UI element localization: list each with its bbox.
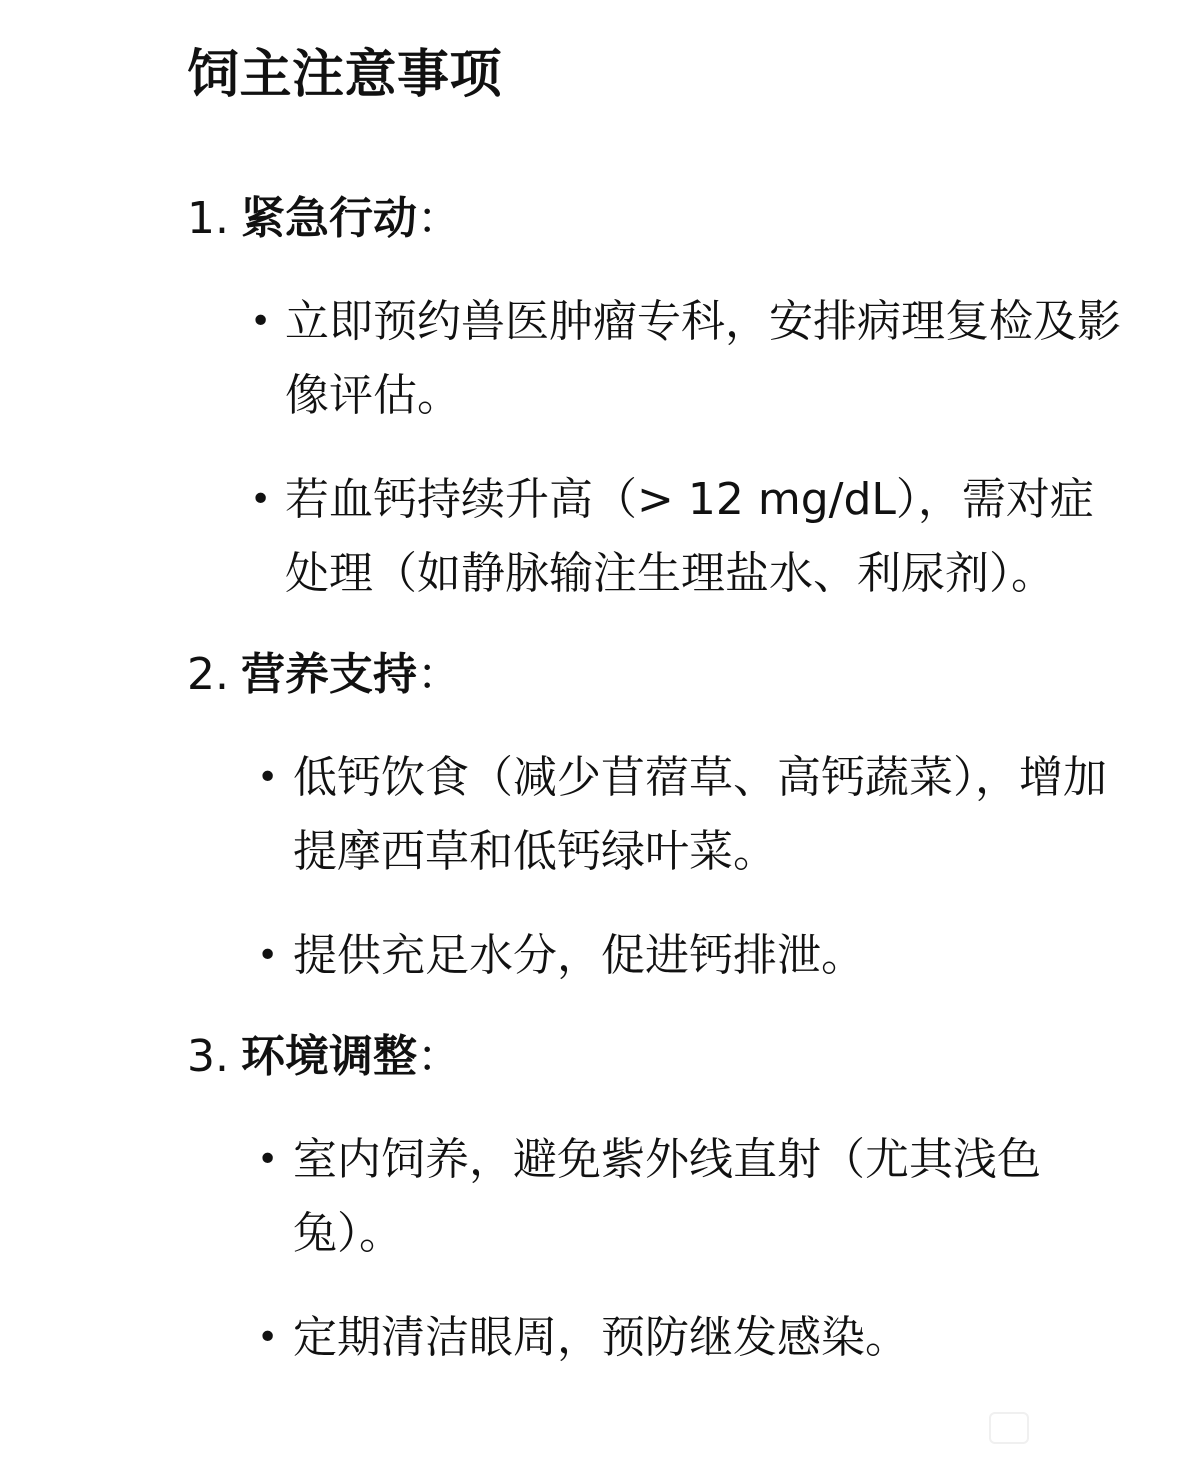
list-item-text: 若血钙持续升高（> 12 mg/dL），需对症处理（如静脉输注生理盐水、利尿剂）。 <box>285 474 1094 599</box>
list-item <box>187 285 1127 433</box>
bullet-icon: • <box>257 1317 279 1358</box>
bullet-icon: • <box>257 935 279 976</box>
section-heading <box>187 189 1127 249</box>
bullet-list <box>187 1123 1127 1375</box>
document-content <box>187 38 1127 1409</box>
section-heading <box>187 645 1127 705</box>
list-item-text: 室内饲养，避免紫外线直射（尤其浅色兔）。 <box>293 1134 1041 1259</box>
section-environment-adjustment <box>187 1027 1127 1375</box>
section-title: 环境调整 <box>240 1031 417 1082</box>
section-colon: ： <box>416 193 461 244</box>
section-number: 1. <box>187 193 229 244</box>
watermark-icon <box>989 1412 1029 1444</box>
list-item-text: 低钙饮食（减少苜蓿草、高钙蔬菜），增加提摩西草和低钙绿叶菜。 <box>293 752 1107 877</box>
bullet-icon: • <box>250 301 272 342</box>
section-number: 3. <box>187 1031 229 1082</box>
list-item <box>187 463 1127 611</box>
section-nutrition-support <box>187 645 1127 993</box>
section-colon: ： <box>416 1031 461 1082</box>
bullet-list <box>187 285 1127 611</box>
list-item <box>187 1123 1127 1271</box>
list-item-text: 提供充足水分，促进钙排泄。 <box>293 930 865 981</box>
section-title: 紧急行动 <box>240 193 417 244</box>
list-item <box>187 919 1127 993</box>
bullet-list <box>187 741 1127 993</box>
section-title: 营养支持 <box>240 649 417 700</box>
list-item <box>187 1301 1127 1375</box>
list-item-text: 定期清洁眼周，预防继发感染。 <box>293 1312 909 1363</box>
section-urgent-action <box>187 189 1127 611</box>
bullet-icon: • <box>250 479 272 520</box>
section-number: 2. <box>187 649 229 700</box>
bullet-icon: • <box>257 757 279 798</box>
page-title: 饲主注意事项 <box>187 45 503 105</box>
list-item <box>187 741 1127 889</box>
bullet-icon: • <box>257 1139 279 1180</box>
list-item-text: 立即预约兽医肿瘤专科，安排病理复检及影像评估。 <box>285 296 1121 421</box>
section-colon: ： <box>416 649 461 700</box>
section-heading <box>187 1027 1127 1087</box>
